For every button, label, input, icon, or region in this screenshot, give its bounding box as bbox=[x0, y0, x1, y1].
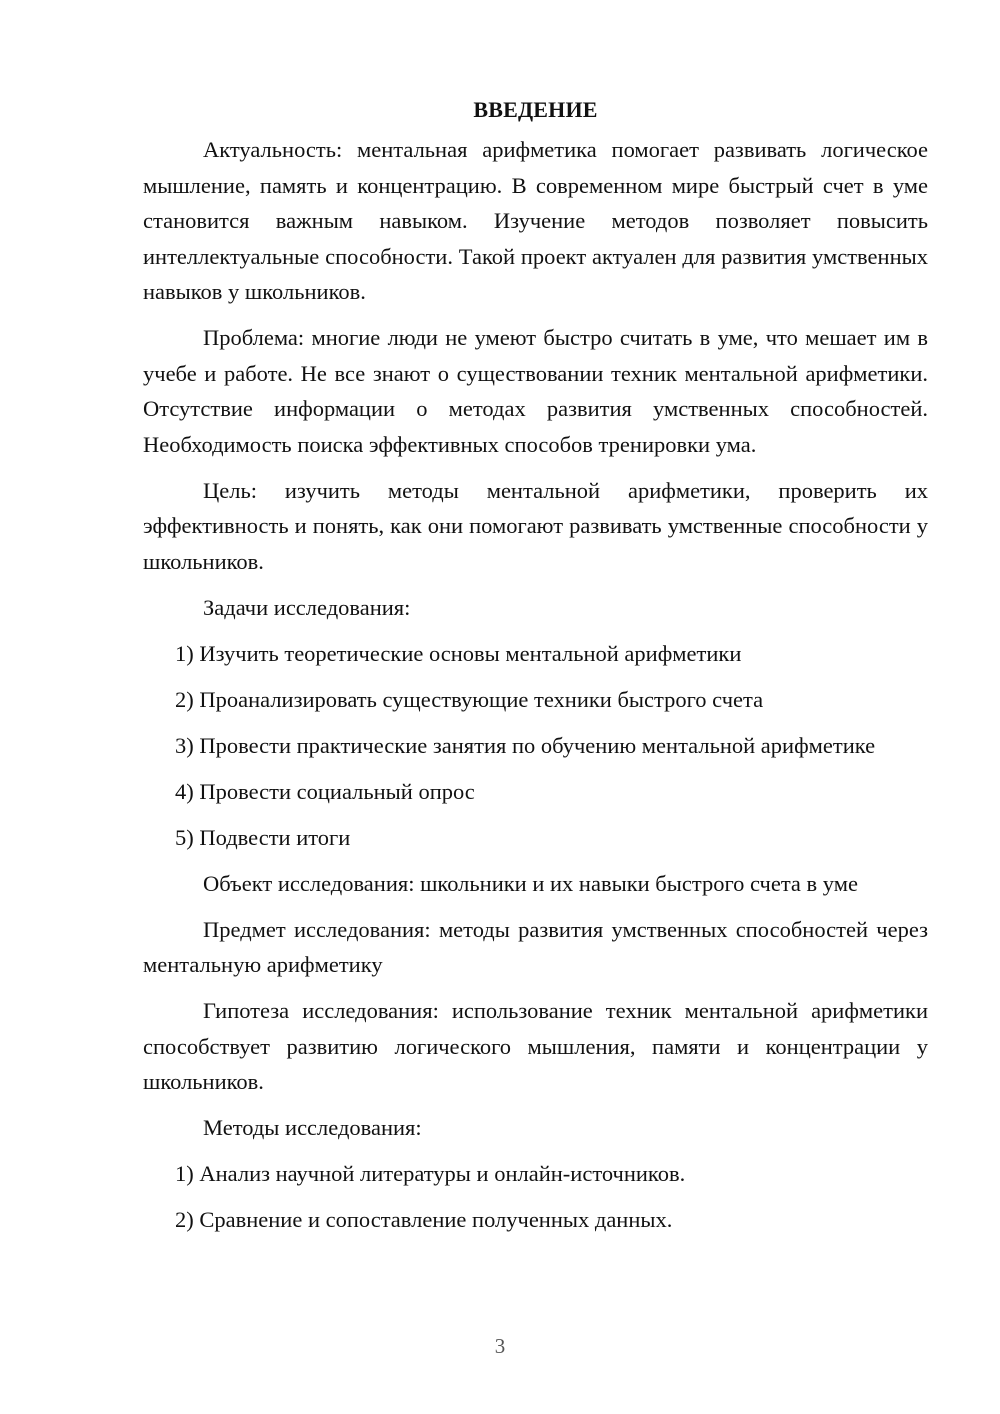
page-number: 3 bbox=[494, 1334, 506, 1358]
object-paragraph: Объект исследования: школьники и их навыки быстрого счета в уме bbox=[203, 870, 858, 896]
task-item-4: 4) Провести социальный опрос bbox=[175, 778, 475, 804]
relevance-paragraph: Актуальность: ментальная арифметика помогает развивать логическое мышление, память и концентрацию. В современном мире быстрый счет в уме становится важным навыком. Изучение методов позволяет повысить интеллектуальные способности. Такой проект актуален для развития умственных навыков у школьников. bbox=[143, 137, 928, 304]
tasks-heading: Задачи исследования: bbox=[203, 594, 411, 620]
section-title: ВВЕДЕНИЕ bbox=[473, 97, 598, 122]
task-item-3: 3) Провести практические занятия по обучению ментальной арифметике bbox=[175, 732, 876, 758]
task-item-1: 1) Изучить теоретические основы ментальной арифметики bbox=[175, 640, 742, 666]
task-item-2: 2) Проанализировать существующие техники быстрого счета bbox=[175, 686, 764, 712]
methods-heading: Методы исследования: bbox=[203, 1115, 422, 1140]
hypothesis-paragraph: Гипотеза исследования: использование техник ментальной арифметики способствует развитию логического мышления, памяти и концентрации у школьников. bbox=[143, 998, 928, 1094]
task-item-5: 5) Подвести итоги bbox=[175, 824, 351, 850]
subject-paragraph: Предмет исследования: методы развития умственных способностей через ментальную арифметику bbox=[143, 916, 928, 977]
method-item-2: 2) Сравнение и сопоставление полученных данных. bbox=[175, 1207, 673, 1232]
document-page bbox=[143, 92, 928, 1248]
goal-paragraph: Цель: изучить методы ментальной арифметики, проверить их эффективность и понять, как они помогают развивать умственные способности у школьников. bbox=[143, 477, 928, 574]
method-item-1: 1) Анализ научной литературы и онлайн-источников. bbox=[175, 1161, 686, 1186]
problem-paragraph: Проблема: многие люди не умеют быстро считать в уме, что мешает им в учебе и работе. Не все знают о существовании техник ментальной арифметики. Отсутствие информации о методах развития умственных способностей. Необходимость поиска эффективных способов тренировки ума. bbox=[143, 325, 928, 457]
